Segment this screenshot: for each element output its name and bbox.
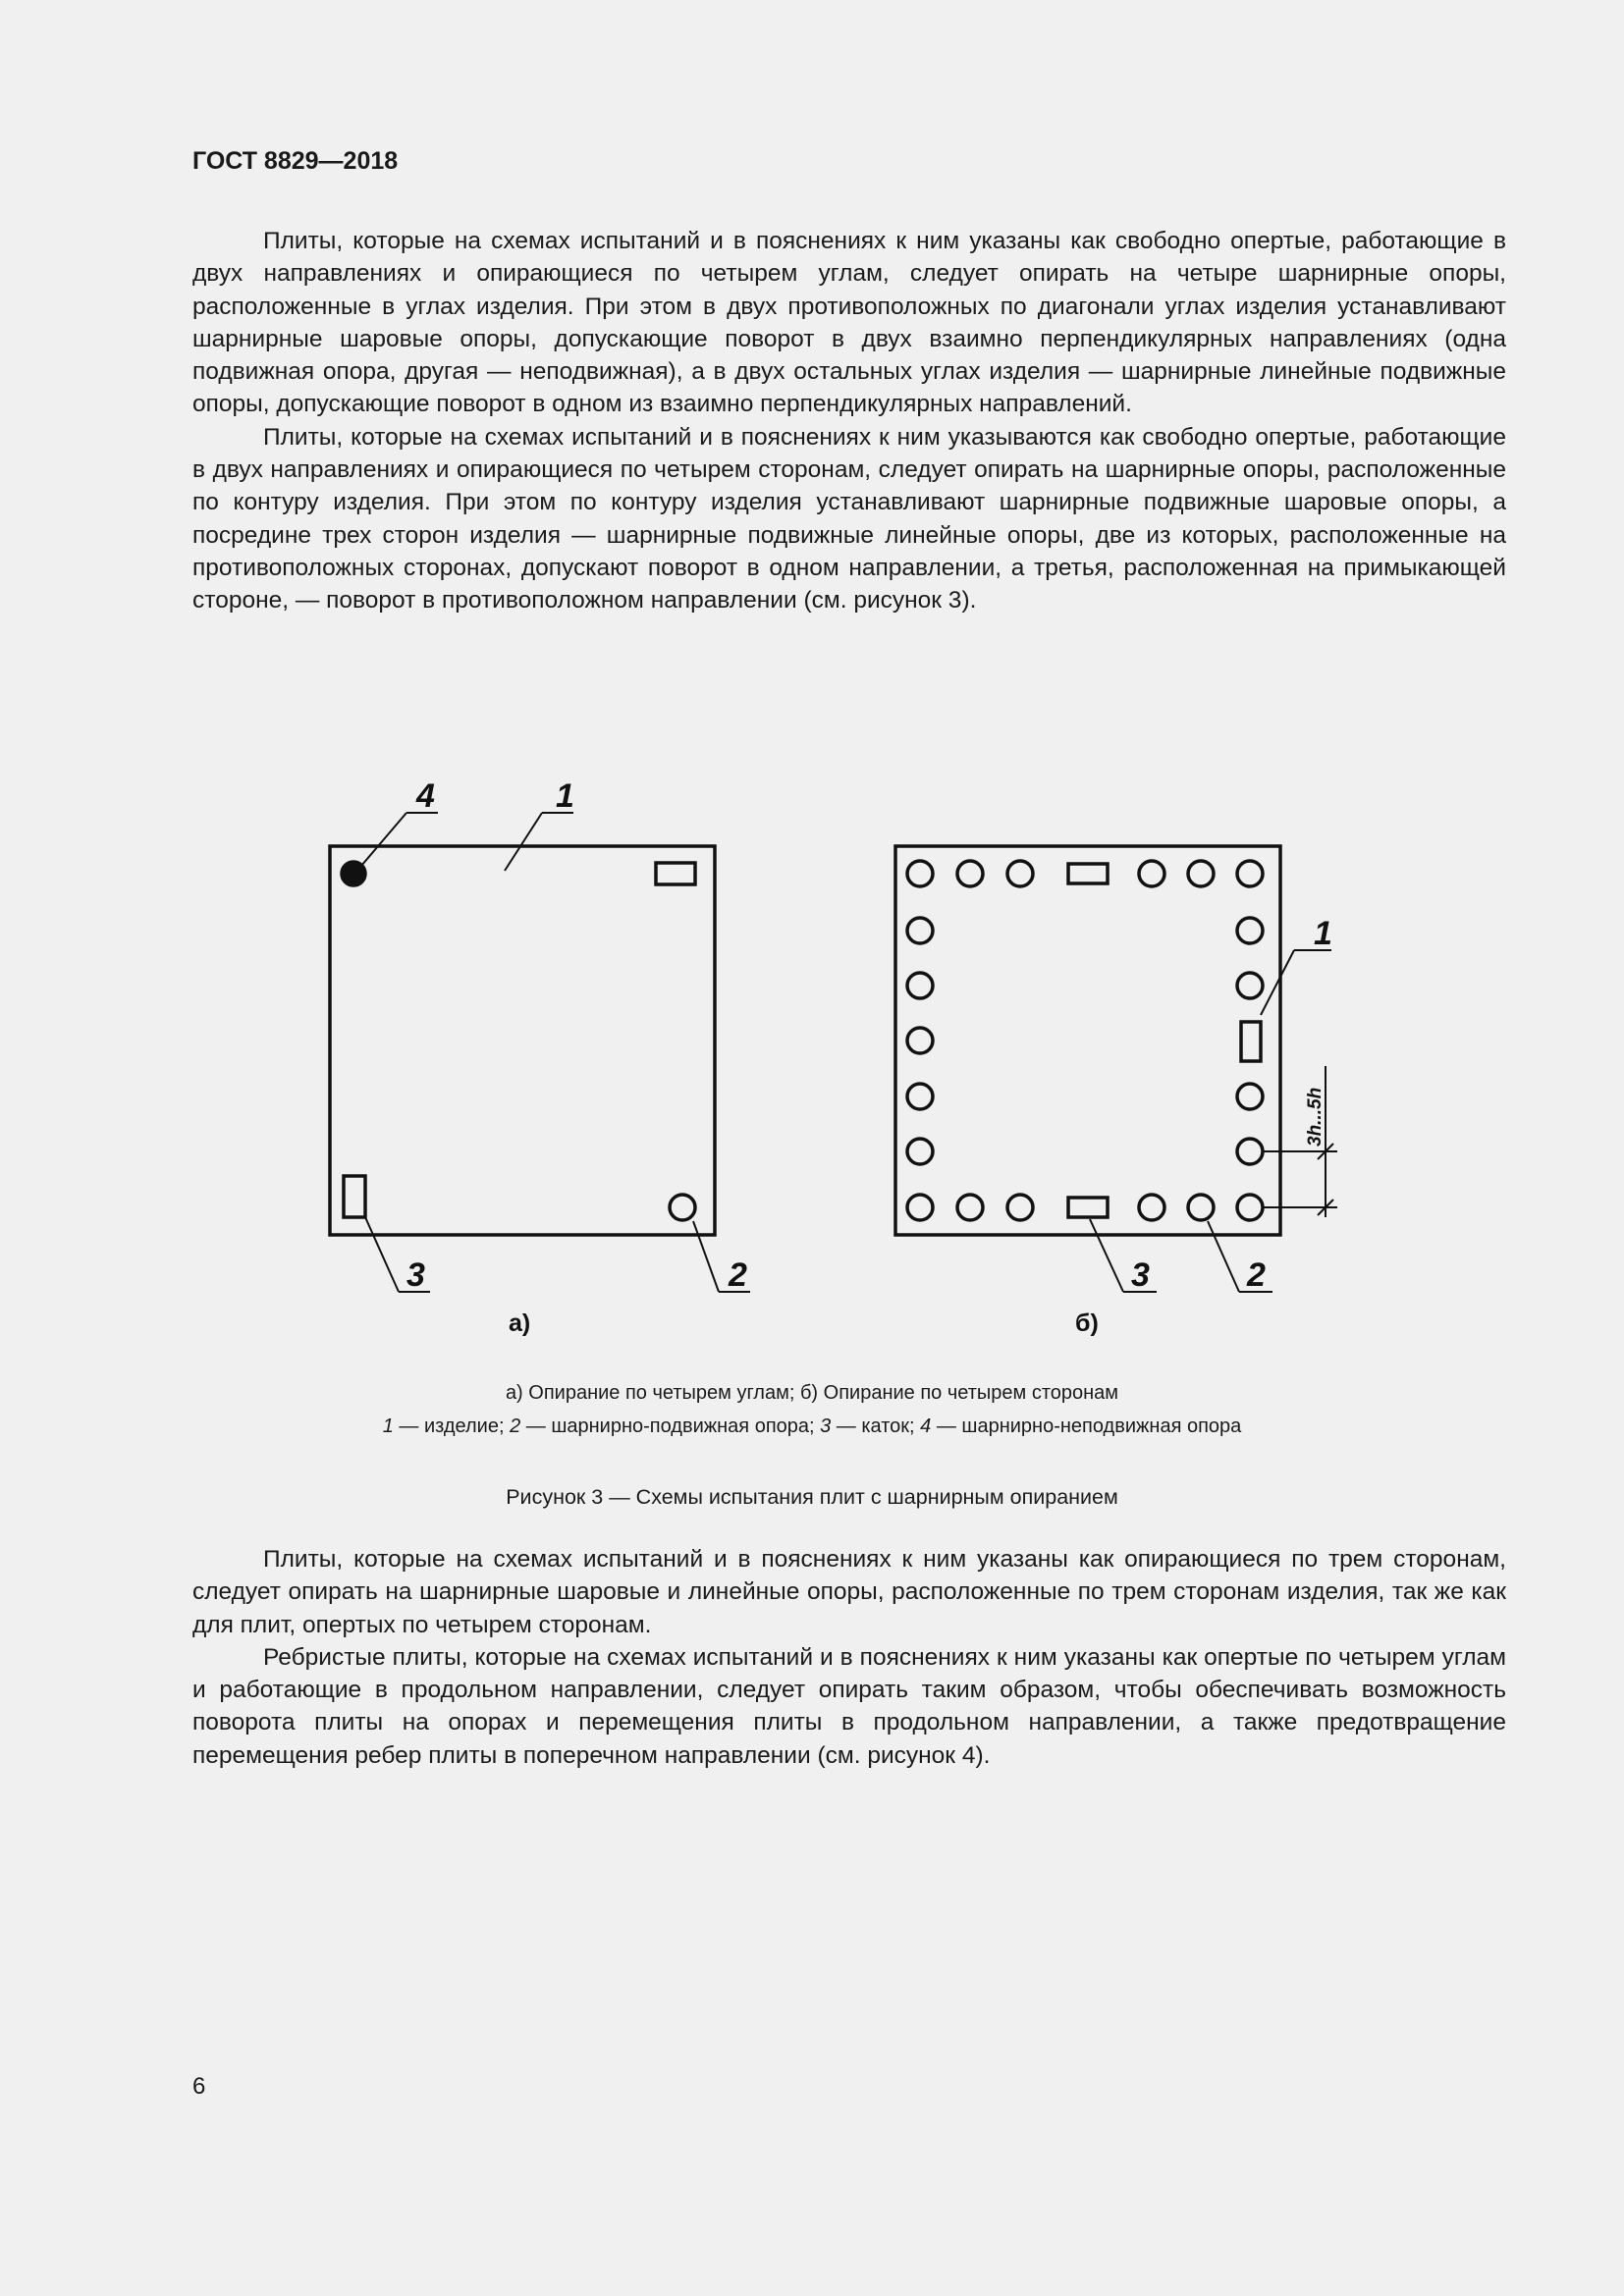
- legend-num: 3: [820, 1415, 832, 1437]
- text-block-bottom: [192, 1543, 1506, 1772]
- legend-num: 1: [382, 1415, 394, 1437]
- subfigure-a-label: а): [509, 1309, 531, 1337]
- movable-support-a: [670, 1195, 695, 1220]
- legend-text: — шарнирно-неподвижная опора: [931, 1415, 1242, 1437]
- figure-legend: [0, 1415, 1624, 1438]
- label-2: 2: [1247, 1256, 1266, 1294]
- legend-num: 4: [920, 1415, 932, 1437]
- label-2: 2: [729, 1256, 747, 1294]
- roller-b-top: [1068, 864, 1108, 883]
- label-1: 1: [1314, 915, 1332, 952]
- slab-a: [330, 846, 715, 1235]
- paragraph: Ребристые плиты, которые на схемах испытаний и в пояснениях к ним указаны как опертые по четырем углам и работающие в продольном направлении, следует опирать таким образом, чтобы обеспечивать возможность поворота плиты на опорах и перемещения плиты в продольном направлении, а также предотвращение перемещения ребер плиты в поперечном направлении (см. рисунок 4).: [192, 1643, 1506, 1769]
- roller-b-bottom: [1068, 1198, 1108, 1217]
- paragraph: Плиты, которые на схемах испытаний и в пояснениях к ним указываются как свободно опертые, работающие в двух направлениях и опирающиеся по четырем сторонам, следует опирать на шарнирные опоры, расположенные по контуру изделия. При этом по контуру изделия устанавливают шарнирные подвижные шаровые опоры, а посредине трех сторон изделия — шарнирные подвижные линейные опоры, две из которых, расположенные на противоположных сторонах, допускают поворот в одном направлении, а третья, расположенная на примыкающей стороне, — поворот в противоположном направлении (см. рисунок 3).: [192, 423, 1506, 614]
- label-4: 4: [416, 777, 435, 815]
- slab-b: [895, 846, 1280, 1235]
- figure-caption: Рисунок 3 — Схемы испытания плит с шарнирным опиранием: [506, 1485, 1118, 1509]
- label-3: 3: [406, 1256, 425, 1294]
- legend-text: — шарнирно-подвижная опора;: [520, 1415, 821, 1437]
- legend-num: 2: [510, 1415, 521, 1437]
- legend-text: — изделие;: [393, 1415, 511, 1437]
- paragraph: Плиты, которые на схемах испытаний и в пояснениях к ним указаны как свободно опертые, работающие в двух направлениях и опирающиеся по четырем углам, следует опирать на четыре шарнирные опоры, расположенные в углах изделия. При этом в двух противоположных по диагонали углах изделия устанавливают шарнирные шаровые опоры, допускающие поворот в двух взаимно перпендикулярных направлениях (одна подвижная опора, другая — неподвижная), а в двух остальных углах изделия — шарнирные линейные подвижные опоры, допускающие поворот в одном из взаимно перпендикулярных направлений.: [192, 228, 1506, 418]
- paragraph: Плиты, которые на схемах испытаний и в пояснениях к ним указаны как опирающиеся по трем сторонам, следует опирать на шарнирные шаровые и линейные опоры, расположенные по трем сторонам изделия, так же как для плит, опертых по четырем сторонам.: [192, 1546, 1506, 1638]
- figure-subcaption: а) Опирание по четырем углам; б) Опирание по четырем сторонам: [505, 1382, 1119, 1404]
- roller-b-right: [1241, 1022, 1261, 1061]
- label-3: 3: [1131, 1256, 1150, 1294]
- dimension-label: 3h...5h: [1305, 1087, 1326, 1147]
- ball-supports-b: [907, 861, 1263, 1220]
- roller-a-left: [344, 1176, 365, 1217]
- roller-a-top: [656, 863, 695, 884]
- document-header: ГОСТ 8829—2018: [192, 147, 399, 175]
- legend-text: — каток;: [831, 1415, 921, 1437]
- subfigure-b-label: б): [1075, 1309, 1099, 1337]
- label-1: 1: [556, 777, 574, 815]
- page-number: 6: [192, 2073, 206, 2100]
